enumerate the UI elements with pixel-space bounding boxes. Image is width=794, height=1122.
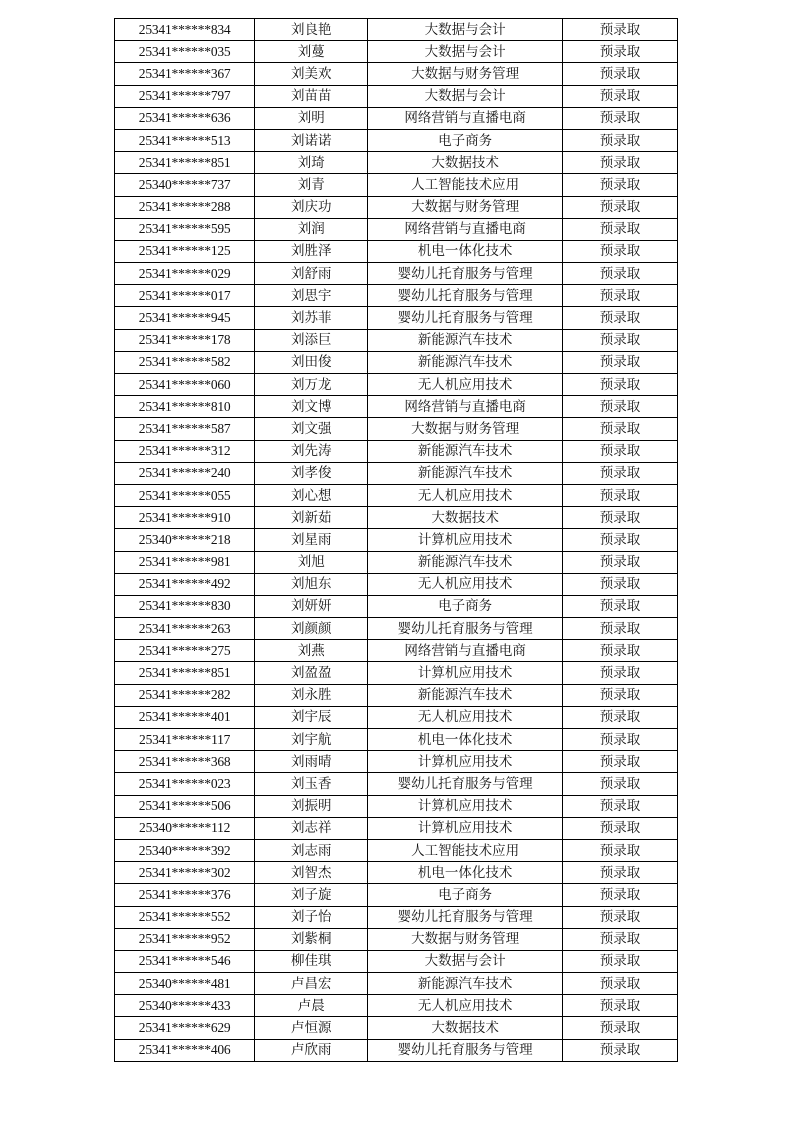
candidate-id-cell: 25341******851 bbox=[115, 662, 255, 684]
admission-status-cell: 预录取 bbox=[562, 751, 677, 773]
major-cell: 人工智能技术应用 bbox=[368, 839, 563, 861]
table-row bbox=[115, 928, 678, 950]
candidate-id-cell: 25341******302 bbox=[115, 862, 255, 884]
admission-status-cell: 预录取 bbox=[562, 263, 677, 285]
admission-status-cell: 预录取 bbox=[562, 63, 677, 85]
table-row bbox=[115, 63, 678, 85]
table-row bbox=[115, 862, 678, 884]
student-name-cell: 刘振明 bbox=[255, 795, 368, 817]
candidate-id-cell: 25341******506 bbox=[115, 795, 255, 817]
major-cell: 无人机应用技术 bbox=[368, 995, 563, 1017]
candidate-id-cell: 25341******376 bbox=[115, 884, 255, 906]
major-cell: 大数据与财务管理 bbox=[368, 63, 563, 85]
admission-status-cell: 预录取 bbox=[562, 839, 677, 861]
table-row bbox=[115, 174, 678, 196]
candidate-id-cell: 25341******125 bbox=[115, 240, 255, 262]
table-row bbox=[115, 196, 678, 218]
candidate-id-cell: 25341******629 bbox=[115, 1017, 255, 1039]
student-name-cell: 刘万龙 bbox=[255, 374, 368, 396]
student-name-cell: 刘舒雨 bbox=[255, 263, 368, 285]
table-row bbox=[115, 218, 678, 240]
student-name-cell: 柳佳琪 bbox=[255, 950, 368, 972]
major-cell: 新能源汽车技术 bbox=[368, 440, 563, 462]
student-name-cell: 刘燕 bbox=[255, 640, 368, 662]
student-name-cell: 刘旭 bbox=[255, 551, 368, 573]
student-name-cell: 刘文强 bbox=[255, 418, 368, 440]
student-name-cell: 刘先涛 bbox=[255, 440, 368, 462]
major-cell: 婴幼儿托育服务与管理 bbox=[368, 263, 563, 285]
table-row bbox=[115, 19, 678, 41]
admission-status-cell: 预录取 bbox=[562, 129, 677, 151]
admission-status-cell: 预录取 bbox=[562, 773, 677, 795]
student-name-cell: 卢恒源 bbox=[255, 1017, 368, 1039]
candidate-id-cell: 25341******587 bbox=[115, 418, 255, 440]
candidate-id-cell: 25341******178 bbox=[115, 329, 255, 351]
student-name-cell: 刘青 bbox=[255, 174, 368, 196]
candidate-id-cell: 25341******368 bbox=[115, 751, 255, 773]
major-cell: 无人机应用技术 bbox=[368, 573, 563, 595]
admission-status-cell: 预录取 bbox=[562, 618, 677, 640]
candidate-id-cell: 25341******810 bbox=[115, 396, 255, 418]
admission-status-cell: 预录取 bbox=[562, 573, 677, 595]
student-name-cell: 刘文博 bbox=[255, 396, 368, 418]
table-row bbox=[115, 906, 678, 928]
major-cell: 婴幼儿托育服务与管理 bbox=[368, 906, 563, 928]
table-row bbox=[115, 374, 678, 396]
candidate-id-cell: 25341******981 bbox=[115, 551, 255, 573]
table-row bbox=[115, 329, 678, 351]
admission-status-cell: 预录取 bbox=[562, 706, 677, 728]
candidate-id-cell: 25341******055 bbox=[115, 484, 255, 506]
major-cell: 大数据与财务管理 bbox=[368, 418, 563, 440]
table-row bbox=[115, 595, 678, 617]
table-row bbox=[115, 839, 678, 861]
admission-status-cell: 预录取 bbox=[562, 374, 677, 396]
major-cell: 婴幼儿托育服务与管理 bbox=[368, 773, 563, 795]
table-row bbox=[115, 440, 678, 462]
candidate-id-cell: 25341******595 bbox=[115, 218, 255, 240]
major-cell: 新能源汽车技术 bbox=[368, 973, 563, 995]
major-cell: 婴幼儿托育服务与管理 bbox=[368, 618, 563, 640]
major-cell: 大数据技术 bbox=[368, 1017, 563, 1039]
table-row bbox=[115, 551, 678, 573]
candidate-id-cell: 25341******797 bbox=[115, 85, 255, 107]
student-name-cell: 刘孝俊 bbox=[255, 462, 368, 484]
admission-status-cell: 预录取 bbox=[562, 862, 677, 884]
candidate-id-cell: 25341******029 bbox=[115, 263, 255, 285]
student-name-cell: 刘盈盈 bbox=[255, 662, 368, 684]
admission-status-cell: 预录取 bbox=[562, 440, 677, 462]
candidate-id-cell: 25341******367 bbox=[115, 63, 255, 85]
admission-status-cell: 预录取 bbox=[562, 973, 677, 995]
major-cell: 计算机应用技术 bbox=[368, 817, 563, 839]
student-name-cell: 刘庆功 bbox=[255, 196, 368, 218]
major-cell: 网络营销与直播电商 bbox=[368, 107, 563, 129]
admission-status-cell: 预录取 bbox=[562, 152, 677, 174]
admission-status-cell: 预录取 bbox=[562, 396, 677, 418]
table-body bbox=[115, 19, 678, 1062]
table-row bbox=[115, 152, 678, 174]
major-cell: 机电一体化技术 bbox=[368, 240, 563, 262]
major-cell: 大数据与会计 bbox=[368, 85, 563, 107]
table-row bbox=[115, 285, 678, 307]
candidate-id-cell: 25341******851 bbox=[115, 152, 255, 174]
major-cell: 机电一体化技术 bbox=[368, 862, 563, 884]
major-cell: 大数据与财务管理 bbox=[368, 196, 563, 218]
student-name-cell: 刘颜颜 bbox=[255, 618, 368, 640]
table-row bbox=[115, 507, 678, 529]
major-cell: 网络营销与直播电商 bbox=[368, 218, 563, 240]
candidate-id-cell: 25340******737 bbox=[115, 174, 255, 196]
major-cell: 人工智能技术应用 bbox=[368, 174, 563, 196]
student-name-cell: 卢晨 bbox=[255, 995, 368, 1017]
admission-status-cell: 预录取 bbox=[562, 484, 677, 506]
candidate-id-cell: 25341******910 bbox=[115, 507, 255, 529]
major-cell: 新能源汽车技术 bbox=[368, 551, 563, 573]
major-cell: 婴幼儿托育服务与管理 bbox=[368, 307, 563, 329]
student-name-cell: 刘诺诺 bbox=[255, 129, 368, 151]
admission-status-cell: 预录取 bbox=[562, 85, 677, 107]
table-row bbox=[115, 1039, 678, 1061]
student-name-cell: 刘润 bbox=[255, 218, 368, 240]
table-row bbox=[115, 973, 678, 995]
student-name-cell: 刘宇辰 bbox=[255, 706, 368, 728]
table-row bbox=[115, 484, 678, 506]
student-name-cell: 刘美欢 bbox=[255, 63, 368, 85]
major-cell: 无人机应用技术 bbox=[368, 374, 563, 396]
admission-status-cell: 预录取 bbox=[562, 529, 677, 551]
student-name-cell: 刘良艳 bbox=[255, 19, 368, 41]
student-name-cell: 刘思宇 bbox=[255, 285, 368, 307]
major-cell: 计算机应用技术 bbox=[368, 662, 563, 684]
candidate-id-cell: 25341******263 bbox=[115, 618, 255, 640]
major-cell: 计算机应用技术 bbox=[368, 751, 563, 773]
table-row bbox=[115, 129, 678, 151]
candidate-id-cell: 25341******492 bbox=[115, 573, 255, 595]
table-row bbox=[115, 884, 678, 906]
candidate-id-cell: 25341******582 bbox=[115, 351, 255, 373]
table-row bbox=[115, 396, 678, 418]
student-name-cell: 刘玉香 bbox=[255, 773, 368, 795]
major-cell: 计算机应用技术 bbox=[368, 529, 563, 551]
major-cell: 大数据与会计 bbox=[368, 19, 563, 41]
student-name-cell: 刘雨晴 bbox=[255, 751, 368, 773]
admission-status-cell: 预录取 bbox=[562, 950, 677, 972]
student-name-cell: 卢欣雨 bbox=[255, 1039, 368, 1061]
candidate-id-cell: 25341******401 bbox=[115, 706, 255, 728]
candidate-id-cell: 25341******275 bbox=[115, 640, 255, 662]
table-row bbox=[115, 1017, 678, 1039]
student-name-cell: 刘旭东 bbox=[255, 573, 368, 595]
table-row bbox=[115, 817, 678, 839]
student-name-cell: 刘智杰 bbox=[255, 862, 368, 884]
major-cell: 无人机应用技术 bbox=[368, 484, 563, 506]
student-name-cell: 刘胜泽 bbox=[255, 240, 368, 262]
admission-status-cell: 预录取 bbox=[562, 1039, 677, 1061]
admission-status-cell: 预录取 bbox=[562, 684, 677, 706]
major-cell: 婴幼儿托育服务与管理 bbox=[368, 1039, 563, 1061]
candidate-id-cell: 25341******282 bbox=[115, 684, 255, 706]
candidate-id-cell: 25341******240 bbox=[115, 462, 255, 484]
student-name-cell: 刘蔓 bbox=[255, 41, 368, 63]
admission-status-cell: 预录取 bbox=[562, 928, 677, 950]
table-row bbox=[115, 351, 678, 373]
student-name-cell: 刘志祥 bbox=[255, 817, 368, 839]
major-cell: 大数据技术 bbox=[368, 152, 563, 174]
candidate-id-cell: 25341******023 bbox=[115, 773, 255, 795]
table-row bbox=[115, 529, 678, 551]
student-name-cell: 刘子怡 bbox=[255, 906, 368, 928]
admission-status-cell: 预录取 bbox=[562, 218, 677, 240]
admission-status-cell: 预录取 bbox=[562, 462, 677, 484]
admission-status-cell: 预录取 bbox=[562, 551, 677, 573]
candidate-id-cell: 25341******017 bbox=[115, 285, 255, 307]
major-cell: 新能源汽车技术 bbox=[368, 684, 563, 706]
major-cell: 网络营销与直播电商 bbox=[368, 396, 563, 418]
table-row bbox=[115, 773, 678, 795]
major-cell: 大数据与会计 bbox=[368, 950, 563, 972]
table-row bbox=[115, 995, 678, 1017]
student-name-cell: 刘明 bbox=[255, 107, 368, 129]
admission-status-cell: 预录取 bbox=[562, 351, 677, 373]
admission-status-cell: 预录取 bbox=[562, 640, 677, 662]
admission-status-cell: 预录取 bbox=[562, 662, 677, 684]
student-name-cell: 刘新茹 bbox=[255, 507, 368, 529]
table-row bbox=[115, 729, 678, 751]
table-row bbox=[115, 751, 678, 773]
candidate-id-cell: 25341******636 bbox=[115, 107, 255, 129]
table-row bbox=[115, 462, 678, 484]
candidate-id-cell: 25341******288 bbox=[115, 196, 255, 218]
admission-status-cell: 预录取 bbox=[562, 906, 677, 928]
admission-status-cell: 预录取 bbox=[562, 196, 677, 218]
admission-status-cell: 预录取 bbox=[562, 884, 677, 906]
major-cell: 机电一体化技术 bbox=[368, 729, 563, 751]
table-row bbox=[115, 107, 678, 129]
major-cell: 大数据与会计 bbox=[368, 41, 563, 63]
student-name-cell: 刘琦 bbox=[255, 152, 368, 174]
major-cell: 电子商务 bbox=[368, 595, 563, 617]
student-name-cell: 刘心想 bbox=[255, 484, 368, 506]
candidate-id-cell: 25341******834 bbox=[115, 19, 255, 41]
major-cell: 计算机应用技术 bbox=[368, 795, 563, 817]
admission-status-cell: 预录取 bbox=[562, 1017, 677, 1039]
admission-status-cell: 预录取 bbox=[562, 41, 677, 63]
admission-status-cell: 预录取 bbox=[562, 795, 677, 817]
major-cell: 电子商务 bbox=[368, 884, 563, 906]
table-row bbox=[115, 85, 678, 107]
student-name-cell: 刘子旋 bbox=[255, 884, 368, 906]
table-row bbox=[115, 573, 678, 595]
table-row bbox=[115, 307, 678, 329]
admission-status-cell: 预录取 bbox=[562, 19, 677, 41]
major-cell: 电子商务 bbox=[368, 129, 563, 151]
admission-status-cell: 预录取 bbox=[562, 507, 677, 529]
student-name-cell: 刘妍妍 bbox=[255, 595, 368, 617]
admission-status-cell: 预录取 bbox=[562, 174, 677, 196]
major-cell: 大数据技术 bbox=[368, 507, 563, 529]
major-cell: 新能源汽车技术 bbox=[368, 329, 563, 351]
student-name-cell: 刘苏菲 bbox=[255, 307, 368, 329]
major-cell: 婴幼儿托育服务与管理 bbox=[368, 285, 563, 307]
major-cell: 新能源汽车技术 bbox=[368, 462, 563, 484]
student-name-cell: 刘永胜 bbox=[255, 684, 368, 706]
candidate-id-cell: 25341******546 bbox=[115, 950, 255, 972]
table-row bbox=[115, 795, 678, 817]
student-name-cell: 卢昌宏 bbox=[255, 973, 368, 995]
table-row bbox=[115, 640, 678, 662]
student-name-cell: 刘星雨 bbox=[255, 529, 368, 551]
candidate-id-cell: 25341******060 bbox=[115, 374, 255, 396]
table-row bbox=[115, 706, 678, 728]
major-cell: 无人机应用技术 bbox=[368, 706, 563, 728]
major-cell: 网络营销与直播电商 bbox=[368, 640, 563, 662]
student-name-cell: 刘紫桐 bbox=[255, 928, 368, 950]
candidate-id-cell: 25341******035 bbox=[115, 41, 255, 63]
candidate-id-cell: 25340******392 bbox=[115, 839, 255, 861]
admission-status-cell: 预录取 bbox=[562, 729, 677, 751]
student-name-cell: 刘添巨 bbox=[255, 329, 368, 351]
candidate-id-cell: 25341******830 bbox=[115, 595, 255, 617]
table-row bbox=[115, 950, 678, 972]
table-row bbox=[115, 662, 678, 684]
student-name-cell: 刘苗苗 bbox=[255, 85, 368, 107]
admission-status-cell: 预录取 bbox=[562, 285, 677, 307]
candidate-id-cell: 25340******218 bbox=[115, 529, 255, 551]
table-row bbox=[115, 684, 678, 706]
admission-status-cell: 预录取 bbox=[562, 595, 677, 617]
admission-status-cell: 预录取 bbox=[562, 107, 677, 129]
admission-status-cell: 预录取 bbox=[562, 307, 677, 329]
admission-list-table bbox=[114, 18, 678, 1062]
candidate-id-cell: 25340******481 bbox=[115, 973, 255, 995]
student-name-cell: 刘志雨 bbox=[255, 839, 368, 861]
admission-status-cell: 预录取 bbox=[562, 329, 677, 351]
table-row bbox=[115, 263, 678, 285]
admission-status-cell: 预录取 bbox=[562, 240, 677, 262]
table-row bbox=[115, 240, 678, 262]
admission-status-cell: 预录取 bbox=[562, 817, 677, 839]
table-row bbox=[115, 41, 678, 63]
candidate-id-cell: 25341******552 bbox=[115, 906, 255, 928]
candidate-id-cell: 25341******945 bbox=[115, 307, 255, 329]
admission-status-cell: 预录取 bbox=[562, 995, 677, 1017]
candidate-id-cell: 25341******406 bbox=[115, 1039, 255, 1061]
candidate-id-cell: 25340******433 bbox=[115, 995, 255, 1017]
student-name-cell: 刘宇航 bbox=[255, 729, 368, 751]
candidate-id-cell: 25341******952 bbox=[115, 928, 255, 950]
candidate-id-cell: 25341******312 bbox=[115, 440, 255, 462]
candidate-id-cell: 25340******112 bbox=[115, 817, 255, 839]
candidate-id-cell: 25341******117 bbox=[115, 729, 255, 751]
admission-status-cell: 预录取 bbox=[562, 418, 677, 440]
candidate-id-cell: 25341******513 bbox=[115, 129, 255, 151]
student-name-cell: 刘田俊 bbox=[255, 351, 368, 373]
table-row bbox=[115, 618, 678, 640]
table-row bbox=[115, 418, 678, 440]
major-cell: 新能源汽车技术 bbox=[368, 351, 563, 373]
major-cell: 大数据与财务管理 bbox=[368, 928, 563, 950]
